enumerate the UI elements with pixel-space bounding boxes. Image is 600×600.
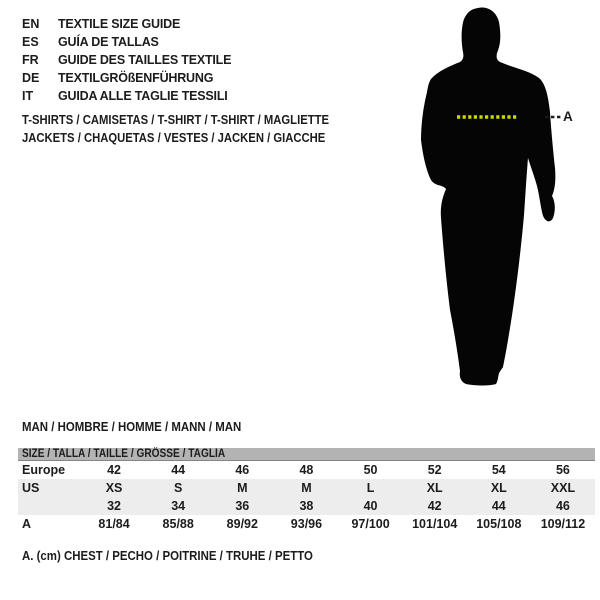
size-cell: 38	[299, 499, 314, 513]
size-cell: M	[237, 481, 248, 495]
size-cell: 81/84	[98, 517, 130, 531]
language-code: FR	[22, 53, 39, 67]
row-label: Europe	[22, 463, 66, 477]
language-code: IT	[22, 89, 34, 103]
language-row	[22, 51, 231, 69]
size-table-header: SIZE / TALLA / TAILLE / GRÖSSE / TAGLIA	[18, 448, 595, 461]
size-cell: 56	[555, 463, 570, 477]
size-cell: 85/88	[162, 517, 194, 531]
language-code: DE	[22, 71, 40, 85]
measure-label-a: A	[563, 109, 573, 124]
language-code: EN	[22, 17, 40, 31]
size-cell: 44	[491, 499, 506, 513]
table-row	[18, 461, 595, 479]
row-label: US	[22, 481, 40, 495]
size-cell: 42	[107, 463, 122, 477]
language-label: GUIDE DES TAILLES TEXTILE	[58, 53, 232, 67]
size-cell: 93/96	[290, 517, 323, 531]
language-label: GUÍA DE TALLAS	[58, 35, 159, 49]
size-cell: 46	[555, 499, 570, 513]
size-cell: 52	[427, 463, 442, 477]
category-line-tshirts: T-SHIRTS / CAMISETAS / T-SHIRT / T-SHIRT / MAGLIETTE	[22, 112, 329, 127]
size-cell: 101/104	[412, 517, 458, 531]
size-cell: S	[174, 481, 183, 495]
table-row	[18, 515, 595, 533]
size-cell: 54	[491, 463, 506, 477]
language-label: TEXTILE SIZE GUIDE	[58, 17, 181, 31]
size-cell: XS	[105, 481, 123, 495]
row-label	[18, 497, 82, 515]
language-row	[22, 15, 231, 33]
size-cell: XL	[426, 481, 443, 495]
size-cell: 109/112	[540, 517, 586, 531]
language-label: TEXTILGRÖßENFÜHRUNG	[58, 71, 214, 85]
footnote: A. (cm) CHEST / PECHO / POITRINE / TRUHE / PETTO	[22, 548, 313, 563]
man-silhouette	[400, 0, 600, 400]
size-cell: 36	[235, 499, 250, 513]
size-cell: 32	[107, 499, 122, 513]
size-table	[18, 448, 595, 533]
size-cell: 97/100	[351, 517, 390, 531]
size-cell: XL	[490, 481, 507, 495]
language-row	[22, 33, 231, 51]
language-code: ES	[22, 35, 39, 49]
size-cell: 42	[427, 499, 442, 513]
size-cell: 105/108	[476, 517, 522, 531]
size-cell: L	[366, 481, 375, 495]
size-cell: 40	[363, 499, 378, 513]
size-cell: 44	[171, 463, 186, 477]
size-cell: XXL	[550, 481, 576, 495]
size-cell: 48	[299, 463, 314, 477]
man-silhouette-shape	[421, 8, 555, 386]
language-label: GUIDA ALLE TAGLIE TESSILI	[58, 89, 228, 103]
size-cell: 46	[235, 463, 250, 477]
size-cell: 89/92	[226, 517, 258, 531]
category-line-jackets: JACKETS / CHAQUETAS / VESTES / JACKEN / GIACCHE	[22, 130, 326, 145]
category-lines	[22, 111, 371, 147]
row-label: A	[22, 517, 32, 531]
size-cell: M	[301, 481, 312, 495]
size-cell: 34	[171, 499, 186, 513]
size-table-body	[18, 461, 595, 533]
section-title: MAN / HOMBRE / HOMME / MANN / MAN	[22, 419, 242, 434]
language-row	[22, 87, 231, 105]
language-row	[22, 69, 231, 87]
table-row	[18, 497, 595, 515]
table-row	[18, 479, 595, 497]
language-list	[22, 15, 231, 105]
size-cell: 50	[363, 463, 378, 477]
